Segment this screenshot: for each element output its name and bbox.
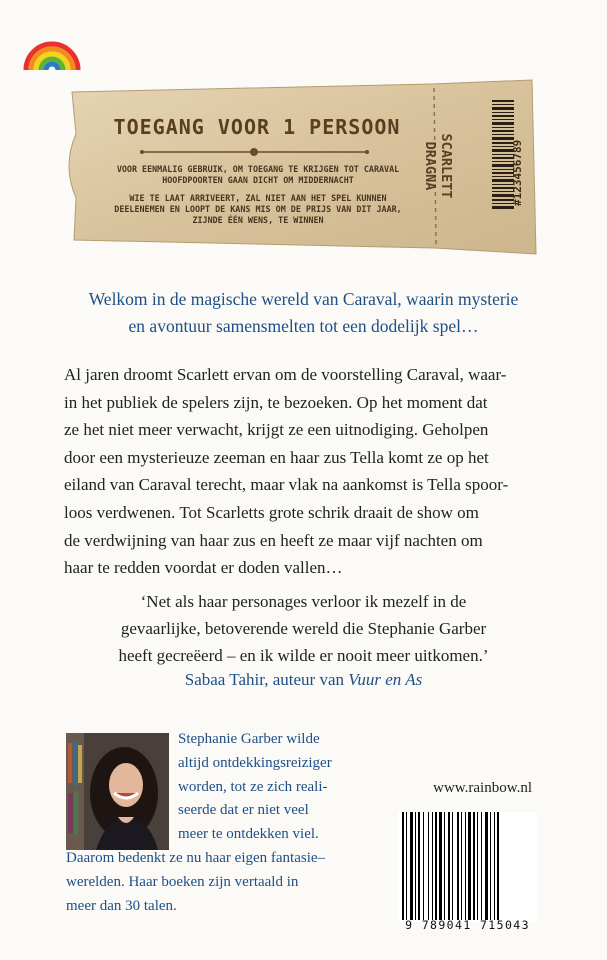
intro-line: Welkom in de magische wereld van Caraval, waarin mysterie: [88, 289, 519, 309]
barcode-bar: [448, 812, 450, 920]
synopsis-line: de verdwijning van haar zus en heeft ze maar vijf nachten om: [64, 530, 483, 550]
barcode-bar: [423, 812, 424, 920]
quote-attribution: Sabaa Tahir, auteur van Vuur en As: [184, 670, 423, 689]
author-bio-side: [178, 728, 332, 847]
intro-tagline: [40, 286, 567, 340]
author-bio-line: Daarom bedenkt ze nu haar eigen fantasie–: [66, 850, 326, 866]
barcode-bar: [481, 812, 482, 920]
synopsis-line: loos verdwenen. Tot Scarletts grote schrik draait de show om: [64, 502, 479, 522]
quote-line: gevaarlijke, betoverende wereld die Stephanie Garber: [120, 619, 487, 638]
synopsis: [64, 361, 544, 582]
author-bio-line: meer te ontdekken viel.: [178, 826, 319, 843]
quote-line: ‘Net als haar personages verloor ik mezelf in de: [140, 592, 467, 611]
barcode-bar: [477, 812, 478, 920]
review-quote: [40, 588, 567, 669]
barcode-bar: [461, 812, 462, 920]
synopsis-line: in het publiek de spelers zijn, te bezoeken. Op het moment dat: [64, 392, 488, 412]
barcode-bar: [452, 812, 453, 920]
barcode-bar: [490, 812, 491, 920]
barcode-bar: [406, 812, 407, 920]
ticket-title: TOEGANG VOOR 1 PERSOON: [113, 115, 401, 139]
synopsis-line: haar te redden voordat er doden vallen…: [64, 558, 343, 578]
ticket-rule-2: WIE TE LAAT ARRIVEERT, ZAL NIET AAN HET SPEL KUNNEN DEELENEMEN EN LOOPT DE KANS MIS OM DE PRIJS VAN DIT JAAR, ZIJNDE ÉÉN WENS, TE WINNEN: [114, 193, 402, 225]
barcode-bar: [435, 812, 437, 920]
admission-ticket: [62, 78, 538, 256]
barcode-bar: [465, 812, 466, 920]
isbn-barcode: [398, 807, 537, 927]
barcode-bar: [432, 812, 433, 920]
barcode-bar: [402, 812, 404, 920]
ticket-rule-1: VOOR EENMALIG GEBRUIK, OM TOEGANG TE KRIJGEN TOT CARAVAL HOOFDPOORTEN GAAN DICHT OM MIDDERNACHT: [116, 164, 400, 185]
author-photo: [66, 733, 169, 850]
barcode-bar: [497, 812, 499, 920]
barcode-bar: [444, 812, 445, 920]
author-bio-line: worden, tot ze zich reali-: [178, 778, 328, 795]
publisher-website[interactable]: www.rainbow.nl: [433, 780, 532, 796]
barcode-bar: [439, 812, 442, 920]
barcode-bar: [415, 812, 416, 920]
author-bio-line: altijd ontdekkingsreiziger: [178, 754, 332, 771]
author-bio-line: meer dan 30 talen.: [66, 897, 177, 914]
barcode-bar: [457, 812, 459, 920]
author-bio-line: seerde dat er niet veel: [178, 802, 309, 819]
synopsis-line: ze het niet meer verwacht, krijgt ze een uitnodiging. Geholpen: [64, 420, 489, 440]
barcode-bar: [468, 812, 471, 920]
quote-line: heeft gecreëerd – en ik wilde er nooit meer uitkomen.’: [118, 646, 489, 665]
rainbow-logo: [22, 22, 82, 72]
author-bio-full: [66, 847, 325, 918]
synopsis-line: Al jaren droomt Scarlett ervan om de voorstelling Caraval, waar-: [64, 365, 507, 384]
barcode-bar: [428, 812, 429, 920]
barcode-bar: [473, 812, 475, 920]
author-bio-line: werelden. Haar boeken zijn vertaald in: [66, 873, 299, 890]
barcode-bar: [418, 812, 420, 920]
synopsis-line: eiland van Caraval terecht, maar vlak na aankomst is Tella spoor-: [64, 475, 509, 495]
ticket-stub-name: SCARLETT DRAGNA: [422, 133, 454, 199]
barcode-bar: [494, 812, 495, 920]
intro-line: en avontuur samensmelten tot een dodelijk spel…: [128, 316, 479, 336]
ticket-stub-number: #123456789: [511, 139, 524, 206]
synopsis-line: door een mysterieuze zeeman en haar zus Tella komt ze op het: [64, 447, 489, 467]
barcode-bar: [410, 812, 413, 920]
quoted-book-title: Vuur en As: [348, 670, 423, 689]
isbn-number: 9 789041 715043: [405, 918, 530, 932]
barcode-bar: [485, 812, 488, 920]
author-bio-line: Stephanie Garber wilde: [178, 731, 320, 747]
